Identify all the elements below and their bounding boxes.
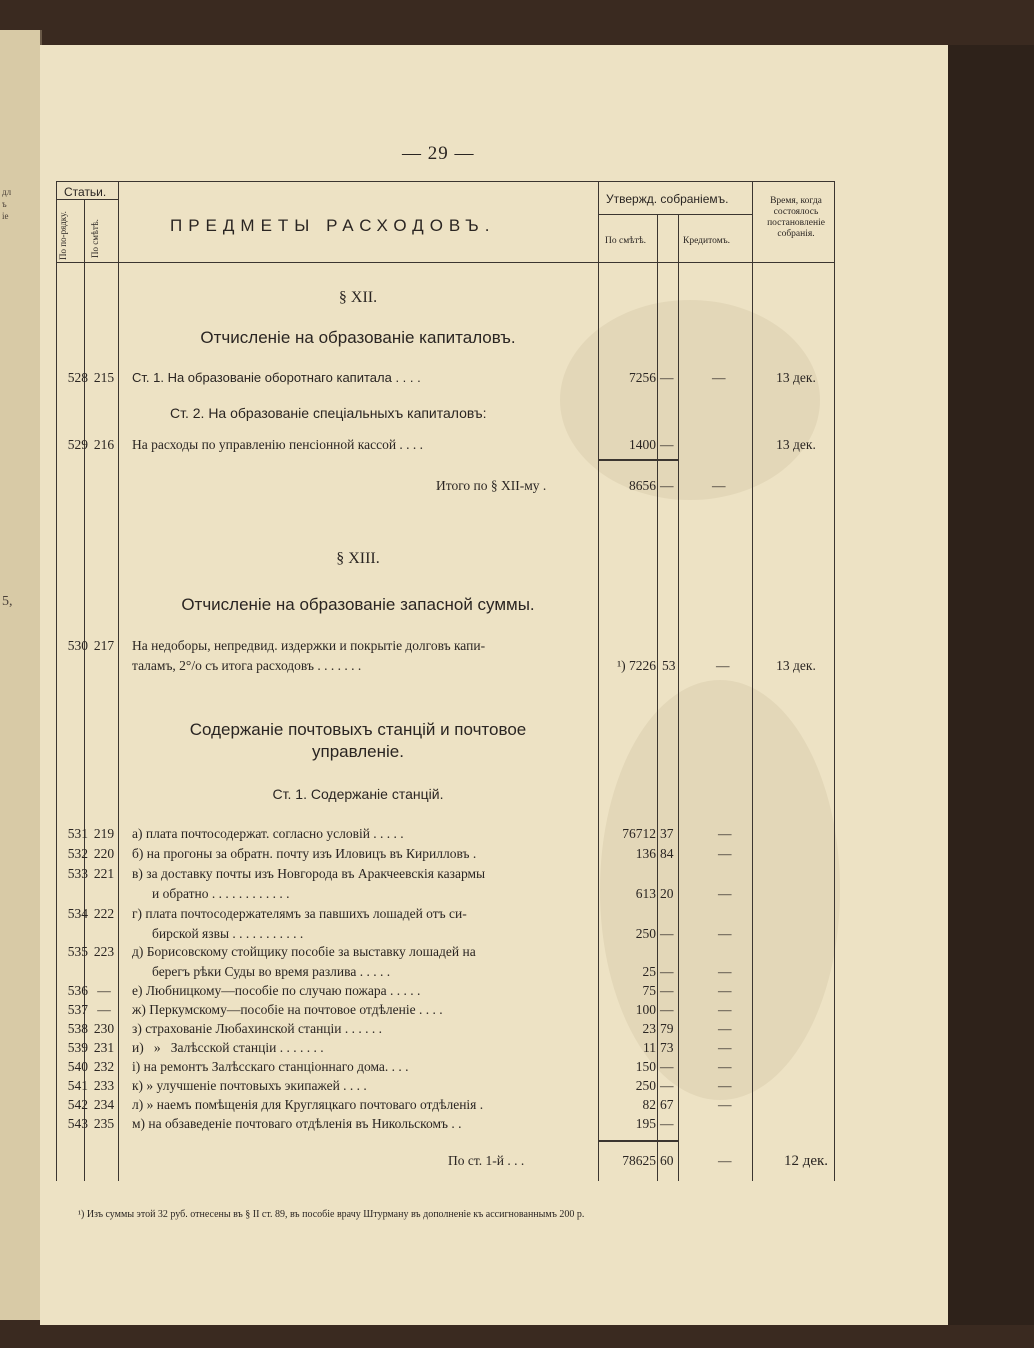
page-number: — 29 — — [402, 143, 475, 164]
footnote: ¹) Изъ суммы этой 32 руб. отнесены въ § II ст. 89, въ пособіе врачу Штурману въ дополненіе къ ассигнованнымъ 200 р. — [78, 1209, 585, 1220]
table-row: 537 — ж) Перкумскому—пособіе на почтовое отдѣленіе . . . . 100 — — — [67, 1002, 732, 1017]
total-row: По ст. 1-й . . . 78625 60 — 12 дек. — [448, 1153, 829, 1169]
table-row: 534 222 г) плата почтосодержателямъ за павшихъ лошадей отъ си- бирской язвы . . . . . . . . . . . 250 — — — [67, 906, 732, 941]
prev-page-text: ъ — [2, 199, 7, 209]
statyi-rule — [56, 199, 118, 200]
sum-rule — [598, 459, 678, 461]
table-row: 528 215 Ст. 1. На образованіе оборотнаго капитала . . . . 7256 — — 13 дек. — [67, 370, 816, 385]
post-st1: Ст. 1. Содержаніе станцій. — [272, 786, 444, 802]
section-13-heading: Отчисленіе на образованіе запасной суммы. — [181, 595, 535, 614]
table-title: ПРЕДМЕТЫ РАСХОДОВЪ. — [170, 216, 496, 235]
table-row: 538 230 з) страхованіе Любахинской станціи . . . . . . 23 79 — — [67, 1021, 732, 1036]
header-po-smete-col: По смѣтѣ. — [90, 219, 100, 258]
previous-page-edge — [0, 30, 42, 1320]
table-row: 536 — е) Любницкому—пособіе по случаю пожара . . . . . 75 — — — [67, 983, 732, 998]
sum-rule — [598, 1140, 678, 1142]
table-row: 530 217 На недоборы, непредвид. издержки и покрытіе долговъ капи- таламъ, 2°/о съ итога расходовъ . . . . . . . ¹) 7226 53 — 13 дек. — [67, 638, 816, 673]
prev-page-text: іе — [2, 211, 9, 221]
section-13-number: § XIII. — [336, 550, 380, 567]
header-utverzhd: Утвержд. собраніемъ. — [606, 192, 729, 206]
table-row: 532 220 б) на прогоны за обратн. почту изъ Иловицъ въ Кирилловъ . 136 84 — — [67, 846, 732, 861]
table-row: 533 221 в) за доставку почты изъ Новгорода въ Аракчеевскія казармы и обратно . . . . . . . . . . . . 613 20 — — [67, 866, 732, 901]
table-row: 539 231 и) » Залѣсской станціи . . . . . . . 11 73 — — [67, 1040, 732, 1055]
prev-page-text: 5, — [2, 594, 13, 609]
total-row: Итого по § XII-му . 8656 — — — [436, 478, 726, 493]
table-row: 535 223 д) Борисовскому стойщику пособіе за выставку лошадей на берегъ рѣки Суды во время разлива . . . . . 25 — — — [67, 944, 732, 979]
table-row: 529 216 На расходы по управленію пенсіонной кассой . . . . 1400 — 13 дек. — [67, 437, 816, 452]
table-row: 541 233 к) » улучшеніе почтовыхъ экипажей . . . . 250 — — — [67, 1078, 732, 1093]
post-heading-line2: управленіе. — [312, 742, 404, 761]
header-po-poryadku: По по-рядку. — [58, 211, 68, 260]
table-row: 542 234 л) » наемъ помѣщенія для Кругляцкаго почтоваго отдѣленія . 82 67 — — [67, 1097, 732, 1112]
section-12-number: § XII. — [338, 289, 378, 306]
header-kreditom: Кредитомъ. — [683, 236, 730, 246]
utv-rule — [598, 214, 752, 215]
scan-background — [948, 45, 1034, 1325]
section-12-heading: Отчисленіе на образованіе капиталовъ. — [200, 328, 516, 347]
table-row: 531 219 а) плата почтосодержат. согласно условій . . . . . 76712 37 — — [67, 826, 732, 841]
table-top-rule — [56, 181, 834, 182]
table-row: 540 232 і) на ремонтъ Залѣсскаго станціоннаго дома. . . . 150 — — — [67, 1059, 732, 1074]
prev-page-text: дл — [2, 187, 12, 197]
paper-stain — [560, 300, 820, 500]
header-statyi: Статьи. — [64, 185, 107, 199]
header-po-smete: По смѣтѣ. — [605, 236, 647, 246]
post-heading-line1: Содержаніе почтовыхъ станцій и почтовое — [189, 720, 527, 739]
table-row: 543 235 м) на обзаведеніе почтоваго отдѣленія въ Никольскомъ . . 195 — — [67, 1116, 674, 1131]
header-vremya: Время, когда состоялось постановленіе собранія. — [767, 196, 825, 239]
header-rule — [56, 262, 834, 263]
section-12-st2: Ст. 2. На образованіе спеціальныхъ капиталовъ: — [170, 405, 487, 421]
